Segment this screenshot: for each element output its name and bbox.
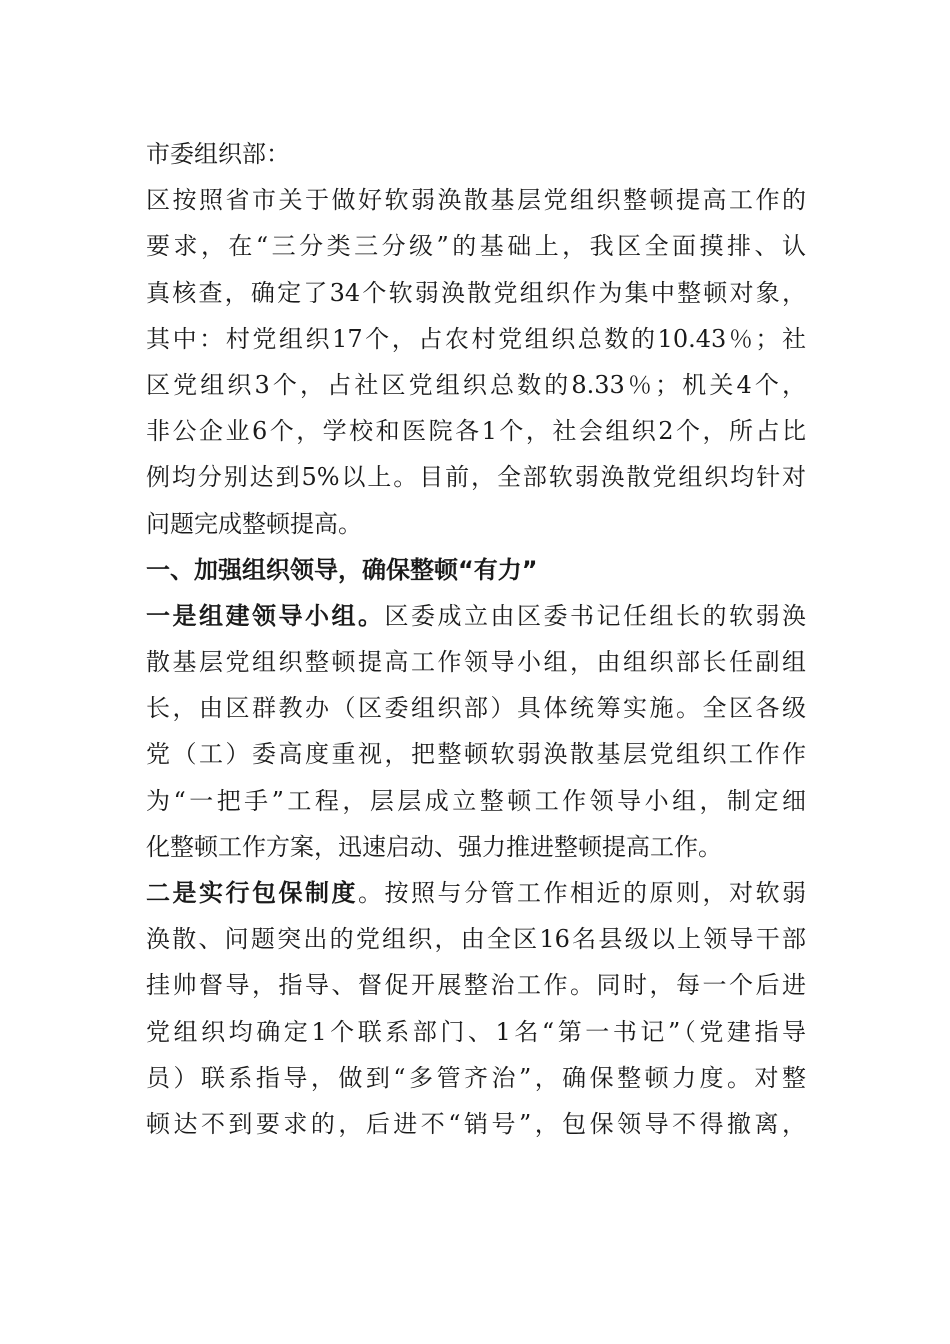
para1-first-rest: 区委成立由区委书记任组长的软弱涣 [384, 601, 806, 630]
para1-line-1 [146, 593, 806, 639]
document-body [146, 131, 806, 1147]
para1-line-5: 为“一把手”工程，层层成立整顿工作领导小组，制定细 [146, 786, 806, 815]
para1-line-3: 长，由区群教办（区委组织部）具体统筹实施。全区各级 [146, 694, 806, 723]
para2-line-1 [146, 870, 806, 916]
para2-line-2: 涣散、问题突出的党组织，由全区16名县级以上领导干部 [146, 925, 806, 954]
intro-line-5: 区党组织3个，占社区党组织总数的8.33％；机关4个， [146, 370, 806, 399]
section-heading: 一、加强组织领导，确保整顿“有力” [146, 555, 538, 584]
para2-line-4: 党组织均确定1个联系部门、1名“第一书记”（党建指导 [146, 1017, 806, 1046]
intro-line-3: 真核查，确定了34个软弱涣散党组织作为集中整顿对象， [146, 278, 806, 307]
para1-line-4: 党（工）委高度重视，把整顿软弱涣散基层党组织工作作 [146, 740, 806, 769]
para1-lead: 一是组建领导小组。 [146, 601, 385, 630]
intro-line-6: 非公企业6个，学校和医院各1个，社会组织2个，所占比 [146, 417, 806, 446]
para2-lead: 二是实行包保制度 [146, 879, 358, 907]
para1-line-6: 化整顿工作方案，迅速启动、强力推进整顿提高工作。 [146, 832, 722, 861]
salutation: 市委组织部： [146, 140, 290, 168]
intro-line-1: 区按照省市关于做好软弱涣散基层党组织整顿提高工作的 [146, 186, 806, 215]
intro-line-2: 要求，在“三分类三分级”的基础上，我区全面摸排、认 [146, 232, 806, 261]
para2-line-3: 挂帅督导，指导、督促开展整治工作。同时，每一个后进 [146, 971, 806, 1000]
intro-line-4: 其中：村党组织17个，占农村党组织总数的10.43％；社 [146, 324, 806, 353]
intro-line-7: 例均分别达到5%以上。目前，全部软弱涣散党组织均针对 [146, 463, 806, 492]
para2-line-6: 顿达不到要求的，后进不“销号”，包保领导不得撤离， [146, 1109, 806, 1138]
intro-line-8: 问题完成整顿提高。 [146, 509, 362, 538]
para1-line-2: 散基层党组织整顿提高工作领导小组，由组织部长任副组 [146, 648, 806, 677]
para2-line-5: 员）联系指导，做到“多管齐治”，确保整顿力度。对整 [146, 1063, 806, 1092]
para2-first-rest: 。按照与分管工作相近的原则，对软弱 [358, 879, 806, 907]
